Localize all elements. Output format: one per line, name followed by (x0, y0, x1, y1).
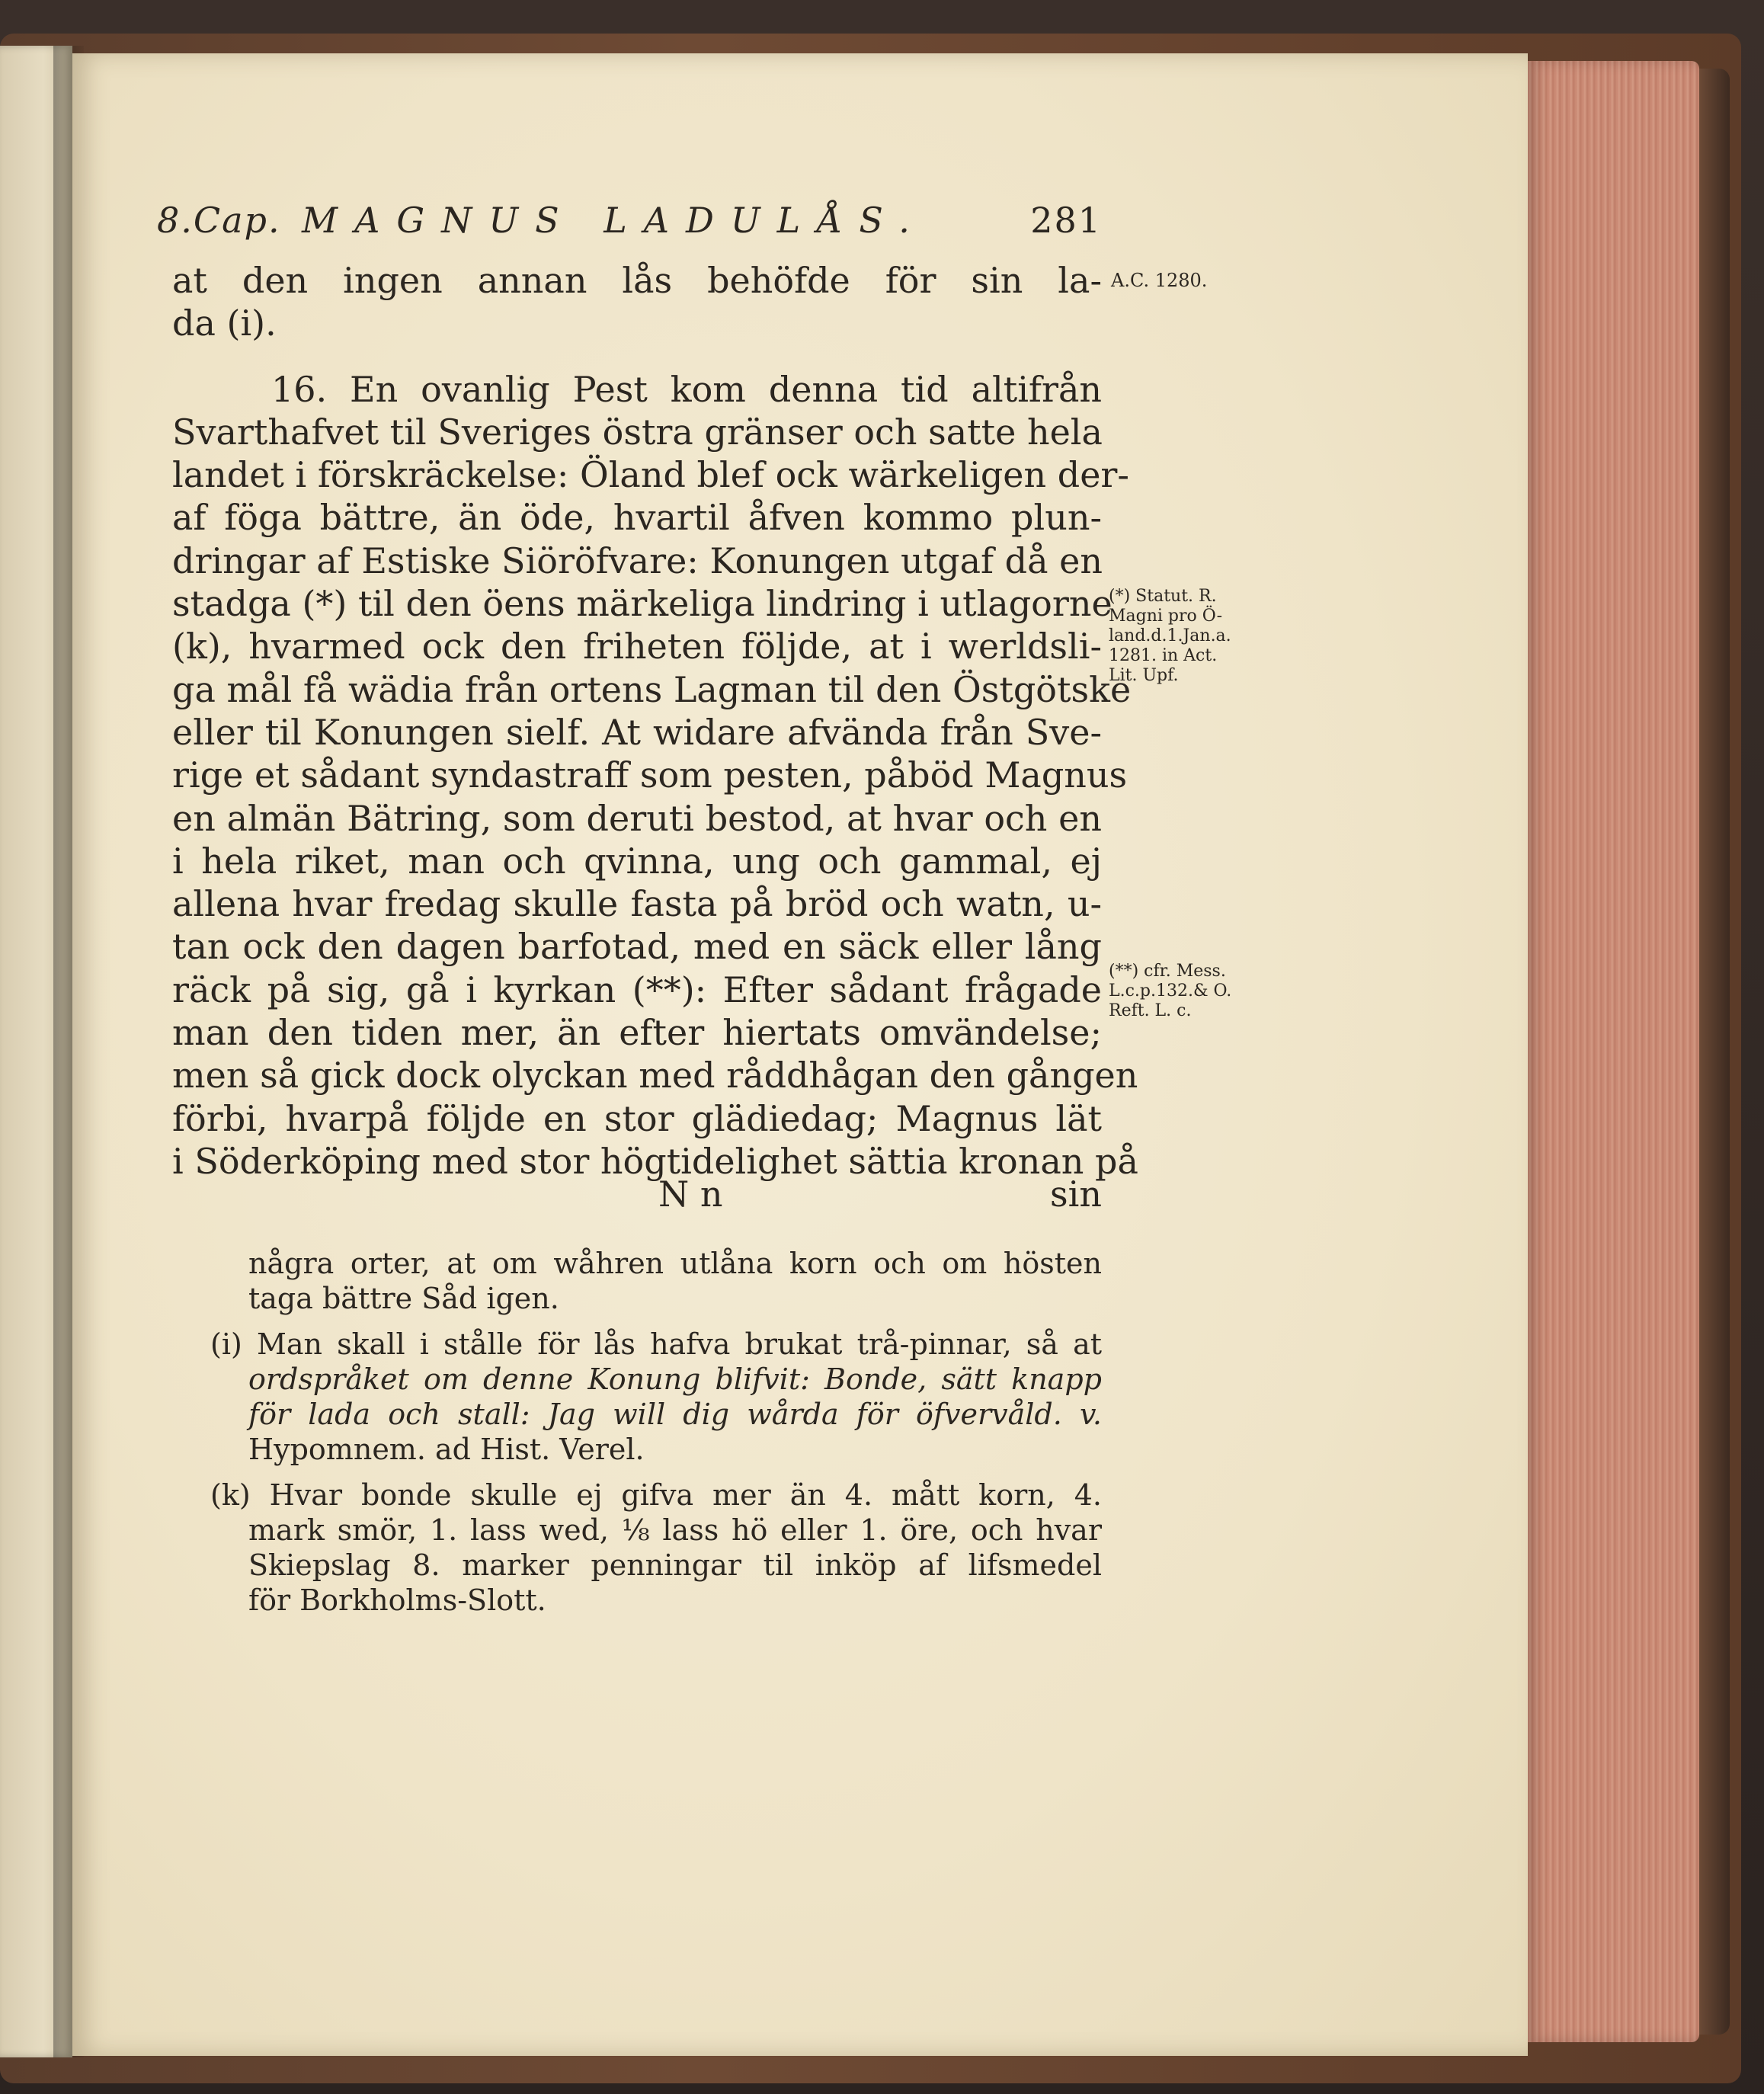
body-text (172, 259, 1138, 1183)
catchword: sin (1050, 1173, 1102, 1215)
footnote-line: för Borkholms-Slott. (248, 1583, 546, 1617)
footnote-k (210, 1478, 1102, 1618)
margin-note-line: (*) Statut. R. (1109, 587, 1217, 606)
footnote-line: mark smör, 1. lass wed, ⅛ lass hö eller 1. öre, och hvar (248, 1513, 1102, 1547)
margin-note-line: (**) cfr. Mess. (1109, 962, 1226, 981)
footnote-line: Hypomnem. ad Hist. Verel. (248, 1433, 645, 1466)
body-line: räck på sig, gå i kyrkan (**): Efter sådant frågade (172, 969, 1102, 1010)
margin-note-line: land.d.1.Jan.a. (1109, 626, 1231, 645)
catch-line (172, 1173, 1102, 1216)
footnote-line: taga bättre Såd igen. (248, 1282, 559, 1315)
margin-year: A.C. 1280. (1111, 270, 1208, 291)
body-line: man den tiden mer, än efter hiertats omvändelse; (172, 1012, 1102, 1054)
footnote-line: (k) Hvar bonde skulle ej gifva mer än 4. mått korn, 4. (210, 1478, 1102, 1512)
footnote-line: ordspråket om denne Konung blifvit: Bonde, sätt knapp (248, 1362, 1102, 1396)
footnote-continued (210, 1246, 1102, 1316)
running-header (157, 200, 1102, 245)
page-number: 281 (1030, 200, 1102, 241)
body-line: stadga (*) til den öens märkeliga lindring i utlagorne (172, 583, 1113, 625)
body-line: (k), hvarmed ock den friheten följde, at i werldsli- (172, 626, 1102, 668)
body-line: förbi, hvarpå följde en stor glädiedag; Magnus lät (172, 1097, 1102, 1139)
body-line: landet i förskräckelse: Öland blef ock wärkeligen der- (172, 454, 1129, 496)
footnote-line: för lada och stall: Jag will dig wårda för öfvervåld. v. (248, 1398, 1102, 1431)
body-line: men så gick dock olyckan med råddhågan den gången (172, 1055, 1138, 1097)
footnote-line: (i) Man skall i stålle för lås hafva brukat trå-pinnar, så at (210, 1327, 1102, 1361)
body-line: i hela riket, man och qvinna, ung och gammal, ej (172, 840, 1102, 882)
body-line: tan ock den dagen barfotad, med en säck eller lång (172, 926, 1102, 968)
body-line: en almän Bätring, som deruti bestod, at hvar och en (172, 797, 1102, 839)
margin-note-line: 1281. in Act. (1109, 646, 1218, 665)
footnotes (210, 1246, 1102, 1618)
margin-note-line: L.c.p.132.& O. (1109, 981, 1232, 1001)
body-line: 16. En ovanlig Pest kom denna tid altifrån (271, 368, 1102, 410)
body-line: allena hvar fredag skulle fasta på bröd och watn, u- (172, 883, 1102, 925)
page-block-edge (1528, 61, 1699, 2042)
body-line: at den ingen annan lås behöfde för sin la- (172, 260, 1102, 301)
body-line: dringar af Estiske Siöröfvare: Konungen utgaf då en (172, 540, 1103, 581)
margin-note-line: Lit. Upf. (1109, 666, 1179, 685)
body-line: ga mål få wädia från ortens Lagman til den Östgötske (172, 668, 1132, 710)
body-line: af föga bättre, än öde, hvartil åfven kommo plun- (172, 497, 1102, 539)
running-title: MAGNUS LADULÅS. (302, 200, 927, 241)
paragraph-gap (172, 345, 1102, 368)
body-line: Svarthafvet til Sveriges östra gränser och satte hela (172, 411, 1103, 453)
margin-note-statute (1109, 587, 1261, 686)
margin-note-line: Magni pro Ö- (1109, 607, 1223, 626)
signature-mark: N n (658, 1173, 723, 1215)
body-line: rige et sådant syndastraff som pesten, påböd Magnus (172, 754, 1128, 796)
body-line: i Söderköping med stor högtidelighet sättia kronan på (172, 1140, 1138, 1182)
margin-note-messenius (1109, 962, 1261, 1021)
body-line: da (i). (172, 303, 277, 344)
margin-note-line: Reft. L. c. (1109, 1001, 1192, 1020)
body-line: eller til Konungen sielf. At widare afvända från Sve- (172, 711, 1102, 753)
cover-edge-shadow (1699, 69, 1730, 2035)
chapter-label: 8.Cap. (157, 200, 281, 241)
footnote-line: Skiepslag 8. marker penningar til inköp af lifsmedel (248, 1548, 1102, 1582)
footnote-i (210, 1327, 1102, 1467)
footnote-line: några orter, at om wåhren utlåna korn och om hösten (248, 1247, 1102, 1280)
